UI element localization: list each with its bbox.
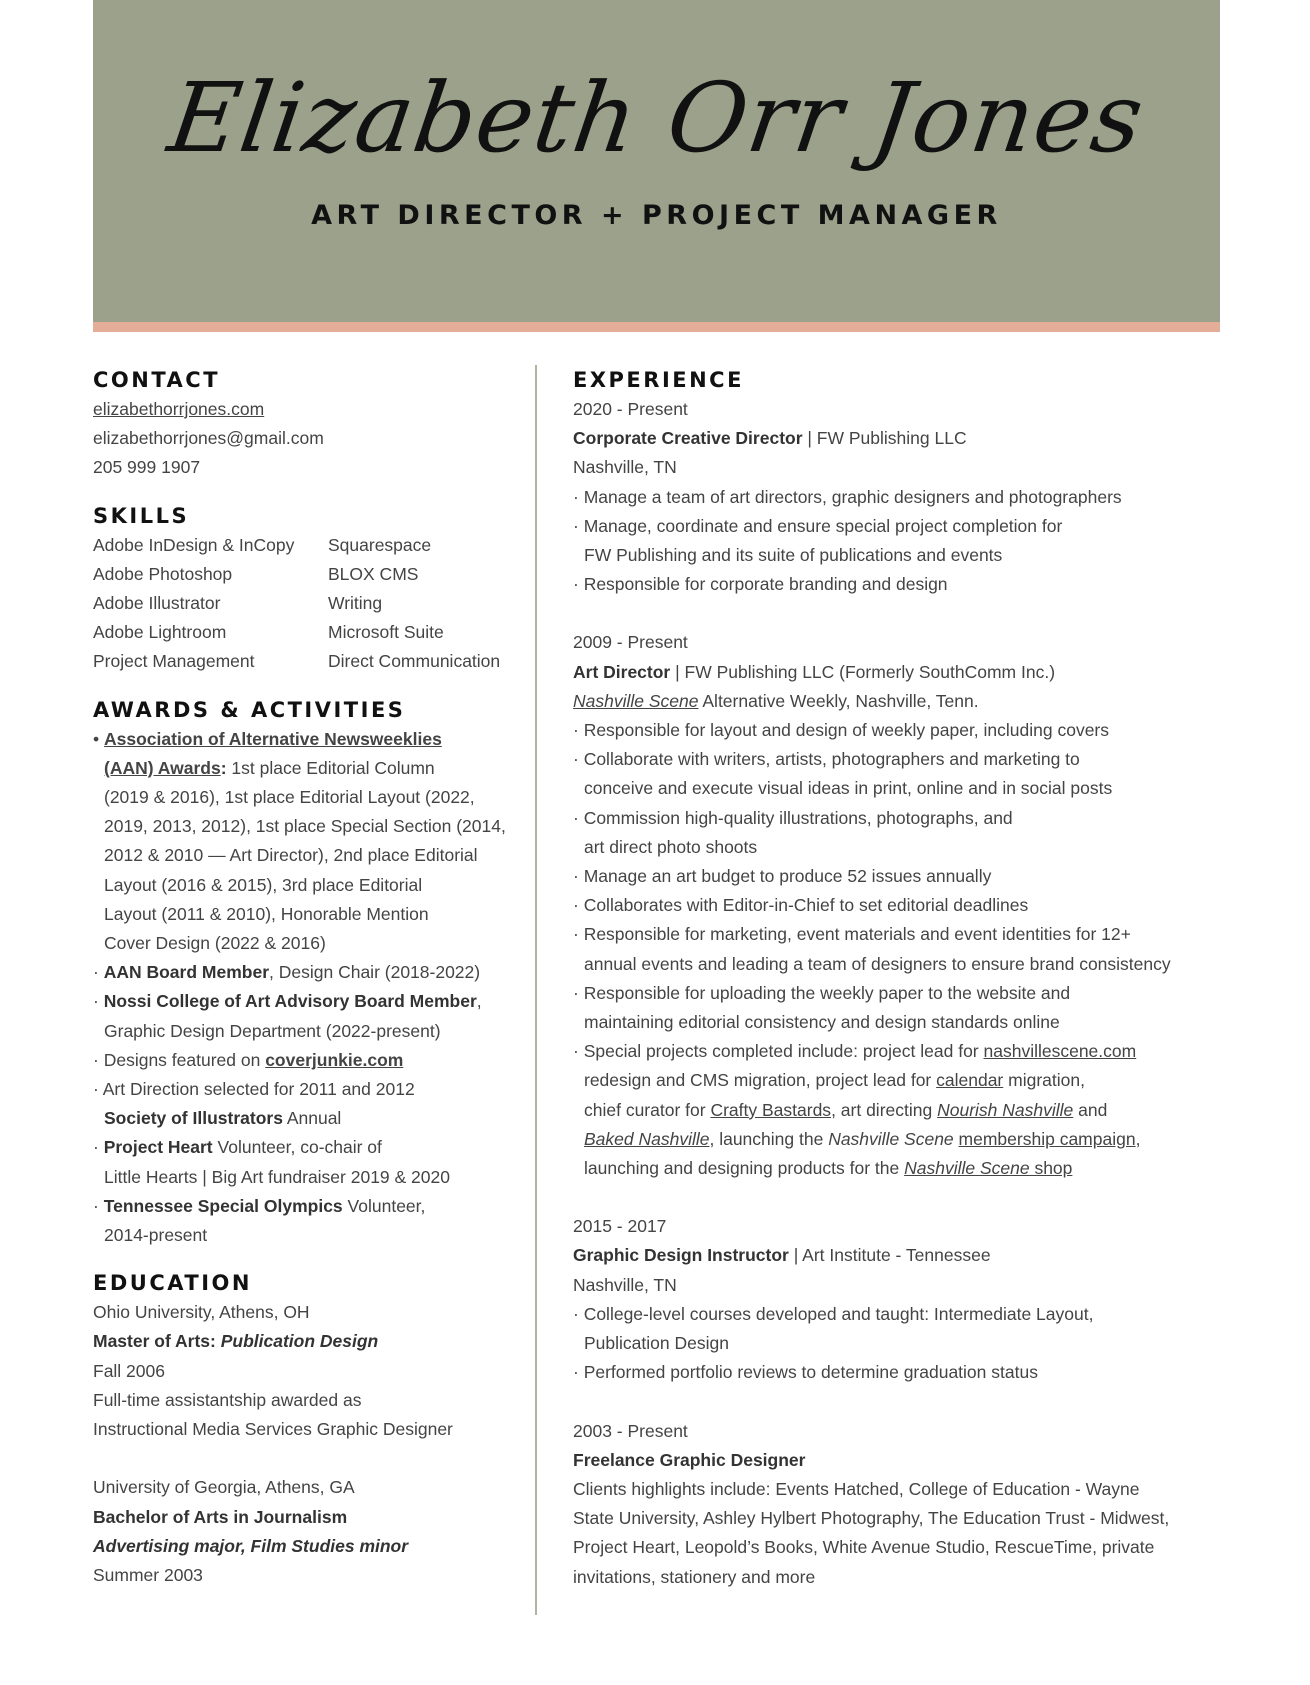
- job-role: Corporate Creative Director: [573, 428, 803, 449]
- scene-shop-link-suffix: shop: [1029, 1158, 1073, 1179]
- job-location: Nashville, TN: [573, 457, 677, 478]
- aan-award-name-2[interactable]: (AAN) Awards: [104, 757, 221, 778]
- skill-item: Writing: [328, 593, 383, 614]
- job-desc: State University, Ashley Hylbert Photography, The Education Trust - Midwest,: [573, 1508, 1170, 1529]
- nashvillescene-link[interactable]: nashvillescene.com: [983, 1041, 1137, 1062]
- special-projects-text: migration,: [1003, 1070, 1085, 1091]
- skill-item: Adobe Lightroom: [93, 622, 227, 643]
- school-1: Ohio University, Athens, OH: [93, 1302, 310, 1323]
- job-bullet: · Collaborate with writers, artists, photographers and marketing to: [573, 749, 1080, 770]
- job-desc: Project Heart, Leopold’s Books, White Avenue Studio, RescueTime, private: [573, 1537, 1155, 1558]
- skill-item: Adobe Photoshop: [93, 563, 233, 584]
- special-projects-text: ,: [1135, 1128, 1141, 1149]
- column-divider: [535, 365, 537, 1615]
- degree-2-date: Summer 2003: [93, 1564, 203, 1585]
- pub-desc: Alternative Weekly, Nashville, Tenn.: [698, 690, 979, 711]
- soi-text: Art Direction selected for 2011 and 2012: [102, 1079, 415, 1100]
- special-olympics-text: 2014-present: [104, 1225, 208, 1246]
- degree-2: Bachelor of Arts in Journalism: [93, 1506, 348, 1527]
- awards-heading: AWARDS & ACTIVITIES: [93, 697, 406, 722]
- job-bullet: · Responsible for marketing, event materials and event identities for 12+: [573, 924, 1131, 945]
- email[interactable]: elizabethorrjones@gmail.com: [93, 428, 324, 449]
- aan-text: Layout (2011 & 2010), Honorable Mention: [104, 903, 429, 924]
- aan-text: Cover Design (2022 & 2016): [104, 933, 326, 954]
- skill-item: Adobe InDesign & InCopy: [93, 534, 295, 555]
- job-role: Freelance Graphic Designer: [573, 1449, 806, 1470]
- nossi-text: Graphic Design Department (2022-present): [104, 1020, 441, 1041]
- job-desc: invitations, stationery and more: [573, 1566, 816, 1587]
- job-bullet: · Performed portfolio reviews to determine graduation status: [573, 1362, 1038, 1383]
- awards-section: AWARDS & ACTIVITIES • Association of Alternative Newsweeklies (AAN) Awards: 1st place Editorial Column (2019 & 2016), 1st place Editorial Layout (2022, 2019, 2013, 2012), 1st place Special Section (2014, 2012 & 2010 — Art Director), 2nd place Editorial Layout (2016 & 2015), 3rd place Editorial Layout (2011 & 2010), Honorable Mention Cover Design (2022 & 2016) · AAN Board Member, Design Chair (2018-2022) · Nossi College of Art Advisory Board Member, Graphic Design Department (2022-present) · Designs featured on coverjunkie.com · Art Direction selected for 2011 and 2012 Society of Illustrators Annual · Project Heart Volunteer, co-chair of Little Hearts | Big Art fundraiser 2019 & 2020 · Tennessee Special Olympics Volunteer, 2014-present: [93, 695, 533, 1251]
- special-projects-text: , launching the: [709, 1128, 829, 1149]
- soi-after: Annual: [282, 1108, 342, 1129]
- job-company: | FW Publishing LLC: [802, 428, 967, 449]
- nourish-nashville-link[interactable]: Nourish Nashville: [937, 1099, 1074, 1120]
- job-bullet: annual events and leading a team of designers to ensure brand consistency: [584, 953, 1171, 974]
- job-entry: [573, 1417, 1273, 1592]
- job-dates: 2015 - 2017: [573, 1216, 667, 1237]
- job-title: ART DIRECTOR + PROJECT MANAGER: [311, 200, 1002, 231]
- skill-item: Adobe Illustrator: [93, 593, 221, 614]
- contact-section: [93, 365, 533, 483]
- job-bullet: · Manage a team of art directors, graphic designers and photographers: [573, 486, 1122, 507]
- job-bullet: · Manage, coordinate and ensure special project completion for: [573, 515, 1063, 536]
- special-olympics-text: Volunteer,: [342, 1195, 426, 1216]
- header-accent-stripe: [93, 322, 1220, 332]
- skills-section: [93, 501, 533, 677]
- job-bullet: conceive and execute visual ideas in print, online and in social posts: [584, 778, 1113, 799]
- degree-1: Master of Arts:: [93, 1331, 221, 1352]
- baked-nashville-link[interactable]: Baked Nashville: [584, 1128, 710, 1149]
- job-bullet: · Commission high-quality illustrations, photographs, and: [573, 807, 1013, 828]
- job-entry: [573, 395, 1273, 599]
- aan-text: 1st place Editorial Column: [226, 757, 435, 778]
- degree-1-date: Fall 2006: [93, 1360, 165, 1381]
- job-entry: [573, 628, 1273, 1183]
- project-heart: Project Heart: [103, 1137, 213, 1158]
- job-bullet: · Responsible for layout and design of weekly paper, including covers: [573, 720, 1110, 741]
- right-column: [573, 365, 1273, 1592]
- aan-text: (2019 & 2016), 1st place Editorial Layout (2022,: [104, 787, 475, 808]
- special-projects-text: · Special projects completed include: project lead for: [573, 1041, 984, 1062]
- scene-shop-link-name: Nashville Scene: [904, 1158, 1030, 1179]
- job-bullet: maintaining editorial consistency and design standards online: [584, 1012, 1060, 1033]
- project-heart-text: Little Hearts | Big Art fundraiser 2019 & 2020: [104, 1166, 450, 1187]
- special-projects-text: , art directing: [831, 1099, 938, 1120]
- degree-2-major: Advertising major, Film Studies minor: [93, 1535, 409, 1556]
- name-signature: Elizabeth Orr Jones: [162, 62, 1151, 174]
- job-bullet: Publication Design: [584, 1333, 729, 1354]
- education-section: [93, 1268, 533, 1590]
- degree-1-note: Instructional Media Services Graphic Designer: [93, 1419, 453, 1440]
- school-2: University of Georgia, Athens, GA: [93, 1477, 355, 1498]
- coverjunkie-link[interactable]: coverjunkie.com: [265, 1049, 404, 1070]
- job-bullet: art direct photo shoots: [584, 836, 758, 857]
- job-bullet: · Responsible for corporate branding and design: [573, 574, 948, 595]
- scene-shop-link[interactable]: [904, 1158, 1072, 1178]
- job-bullet: · Collaborates with Editor-in-Chief to set editorial deadlines: [573, 895, 1029, 916]
- skill-item: Squarespace: [328, 534, 432, 555]
- special-projects-text: chief curator for: [584, 1099, 711, 1120]
- job-bullet: · Responsible for uploading the weekly paper to the website and: [573, 982, 1071, 1003]
- job-role: Graphic Design Instructor: [573, 1245, 789, 1266]
- coverjunkie-text: Designs featured on: [103, 1049, 266, 1070]
- left-column: [93, 365, 533, 1590]
- calendar-link[interactable]: calendar: [936, 1070, 1004, 1091]
- special-olympics: Tennessee Special Olympics: [103, 1195, 343, 1216]
- nossi-board: Nossi College of Art Advisory Board Member: [103, 991, 477, 1012]
- special-projects-text: launching and designing products for the: [584, 1158, 905, 1179]
- degree-1-note: Full-time assistantship awarded as: [93, 1389, 362, 1410]
- special-projects-text: and: [1073, 1099, 1108, 1120]
- membership-campaign-link[interactable]: membership campaign: [958, 1128, 1136, 1149]
- skill-item: Microsoft Suite: [328, 622, 444, 643]
- contact-heading: CONTACT: [93, 368, 221, 392]
- aan-text: Layout (2016 & 2015), 3rd place Editorial: [104, 874, 423, 895]
- job-role: Art Director: [573, 661, 671, 682]
- project-heart-text: Volunteer, co-chair of: [212, 1137, 382, 1158]
- job-desc: Clients highlights include: Events Hatched, College of Education - Wayne: [573, 1478, 1140, 1499]
- job-bullet: FW Publishing and its suite of publications and events: [584, 545, 1003, 566]
- special-projects-text: redesign and CMS migration, project lead for: [584, 1070, 937, 1091]
- job-bullet: · Manage an art budget to produce 52 issues annually: [573, 866, 992, 887]
- skill-item: BLOX CMS: [328, 563, 419, 584]
- nashville-scene-link[interactable]: Nashville Scene: [573, 690, 699, 711]
- job-entry: [573, 1212, 1273, 1387]
- experience-heading: EXPERIENCE: [573, 368, 744, 392]
- job-bullet: · College-level courses developed and taught: Intermediate Layout,: [573, 1303, 1094, 1324]
- header-band: [93, 0, 1220, 322]
- skill-item: Direct Communication: [328, 651, 501, 672]
- aan-text: 2019, 2013, 2012), 1st place Special Section (2014,: [104, 816, 506, 837]
- job-dates: 2009 - Present: [573, 632, 688, 653]
- degree-1-field: Publication Design: [220, 1331, 379, 1352]
- phone: 205 999 1907: [93, 457, 201, 478]
- website-link[interactable]: elizabethorrjones.com: [93, 399, 265, 419]
- job-location: Nashville, TN: [573, 1274, 677, 1295]
- job-company: | Art Institute - Tennessee: [788, 1245, 991, 1266]
- crafty-bastards-link[interactable]: Crafty Bastards: [710, 1099, 832, 1120]
- job-dates: 2003 - Present: [573, 1420, 688, 1441]
- education-heading: EDUCATION: [93, 1271, 252, 1296]
- board-text: , Design Chair (2018-2022): [269, 962, 481, 983]
- soi-name: Society of Illustrators: [104, 1108, 283, 1129]
- board-member: AAN Board Member: [103, 962, 270, 983]
- aan-award-name[interactable]: Association of Alternative Newsweeklies: [104, 728, 442, 749]
- nashville-scene-name: Nashville Scene: [828, 1128, 954, 1149]
- job-company: | FW Publishing LLC (Formerly SouthComm Inc.): [670, 661, 1056, 682]
- aan-text: 2012 & 2010 — Art Director), 2nd place Editorial: [104, 845, 478, 866]
- job-dates: 2020 - Present: [573, 399, 688, 419]
- skills-heading: SKILLS: [93, 503, 190, 528]
- skill-item: Project Management: [93, 651, 255, 672]
